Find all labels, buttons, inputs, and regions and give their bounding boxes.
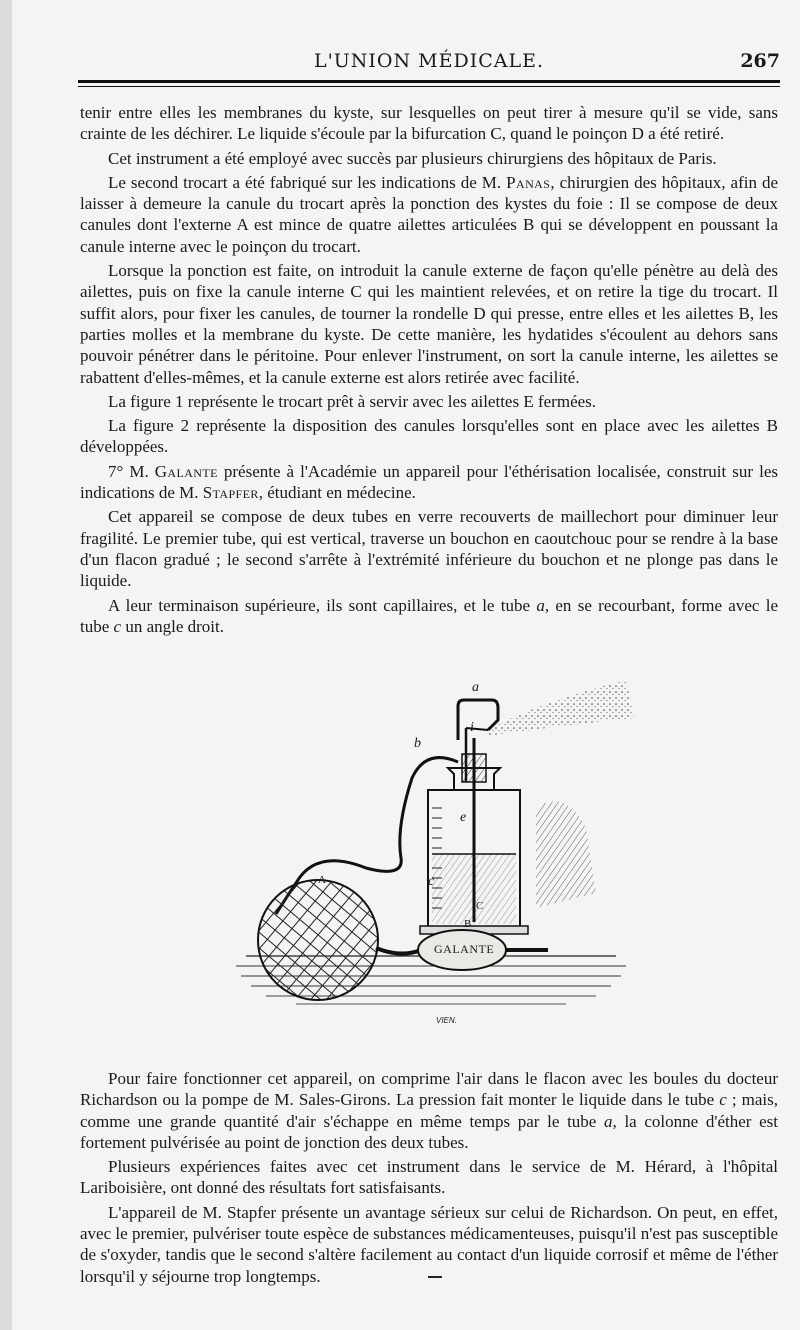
- paragraph: La figure 1 représente le trocart prêt à servir avec les ailettes E fermées.: [108, 391, 597, 411]
- text-block-top: [80, 102, 778, 640]
- header-rule: [78, 80, 780, 87]
- apparatus-illustration: [236, 678, 636, 1050]
- bulb-inscription: GALANTE: [434, 942, 495, 956]
- spray-plume: [488, 680, 634, 736]
- shadow: [536, 801, 596, 908]
- text-block-bottom: [80, 1068, 778, 1290]
- paragraph: L'appareil de M. Stapfer présente un avantage sérieux sur celui de Richardson. On peut, en effet, avec le premier, pulvériser toute espèce de substances médicamenteuses, puisqu'il n'est pas susceptible de s'oxyder, tandis que le second s'altère facilement au contact d'un liquide corrosif et même de l'éther lorsqu'il y séjourne trop longtemps.: [80, 1202, 778, 1286]
- paragraph: Pour faire fonctionner cet appareil, on comprime l'air dans le flacon avec les boules du docteur Richardson ou la pompe de M. Sales-Girons. La pression fait monter le liquide dans le tube c ; mais, comme une grande quantité d'air s'échappe en même temps par le tube a, la colonne d'éther est fortement pulvérisée au point de jonction des deux tubes.: [80, 1069, 778, 1152]
- label-e: e: [460, 810, 467, 825]
- running-title: L'UNION MÉDICALE.: [313, 50, 545, 72]
- running-header: [78, 48, 780, 78]
- paragraph: Lorsque la ponction est faite, on introduit la canule externe de façon qu'elle pénètre au delà des ailettes, puis on fixe la canule interne C qui les maintient relevées, et on retire la tige du trocart. Il suffit alors, pour fixer les canules, de tourner la rondelle D qui presse, entre elles et les ailettes B, les parties molles et la membrane du kyste. De cette manière, les hydatides s'écoulent au dehors sans pouvoir pénétrer dans le péritoine. Pour enlever l'instrument, on sort la canule interne, les ailettes se rabattent d'elles-mêmes, et la canule externe est alors retirée avec facilité.: [80, 261, 778, 387]
- connector-tube: [376, 948, 421, 954]
- label-B: B: [464, 918, 472, 930]
- label-i: i: [470, 720, 474, 735]
- label-b: b: [414, 736, 421, 751]
- netted-bulb: [258, 880, 378, 1000]
- apparatus-drawing: [236, 678, 636, 1050]
- paragraph: Cet instrument a été employé avec succès par plusieurs chirurgiens des hôpitaux de Paris.: [108, 148, 717, 168]
- surname-galante: Galante: [154, 461, 218, 481]
- surname-stapfer: Stapfer: [202, 483, 259, 503]
- footer-dash: [428, 1276, 442, 1278]
- engraver-signature: VIEN.: [436, 1016, 457, 1025]
- label-C: C: [476, 900, 484, 912]
- paragraph: A leur terminaison supérieure, ils sont capillaires, et le tube a, en se recourbant, forme avec le tube c un angle droit.: [80, 595, 778, 636]
- paragraph: La figure 2 représente la disposition des canules lorsqu'elles sont en place avec les ailettes B développées.: [80, 416, 778, 457]
- paragraph: tenir entre elles les membranes du kyste, sur lesquelles on peut tirer à mesure qu'il se vide, sans crainte de les déchirer. Le liquide s'écoule par la bifurcation C, quand le poinçon D a été retiré.: [80, 103, 778, 144]
- label-a: a: [472, 680, 479, 695]
- paragraph: Plusieurs expériences faites avec cet instrument dans le service de M. Hérard, à l'hôpital Lariboisière, ont donné des résultats fort satisfaisants.: [80, 1157, 778, 1198]
- paragraph: 7° M. Galante présente à l'Académie un appareil pour l'éthérisation localisée, construit sur les indications de M. Stapfer, étudiant en médecine.: [80, 461, 778, 503]
- paragraph: Le second trocart a été fabriqué sur les indications de M. Panas, chirurgien des hôpitaux, afin de laisser à demeure la canule du trocart après la ponction des kystes du foie : Il se compose de deux canules dont l'externe A est mince de quatre ailettes articulées B qui se développent en poussant la canule interne avec le poinçon du trocart.: [80, 172, 778, 256]
- paragraph: Cet appareil se compose de deux tubes en verre recouverts de maillechort pour diminuer leur fragilité. Le premier tube, qui est vertical, traverse un bouchon en caoutchouc pour se rendre à la base d'un flacon gradué ; le second s'arrête à l'extrémité inférieure du bouchon et ne plonge pas dans le liquide.: [80, 507, 778, 591]
- page-number: 267: [740, 50, 780, 72]
- label-c: c: [428, 874, 435, 889]
- surname-panas: Panas: [506, 172, 551, 192]
- label-A: A: [318, 874, 326, 886]
